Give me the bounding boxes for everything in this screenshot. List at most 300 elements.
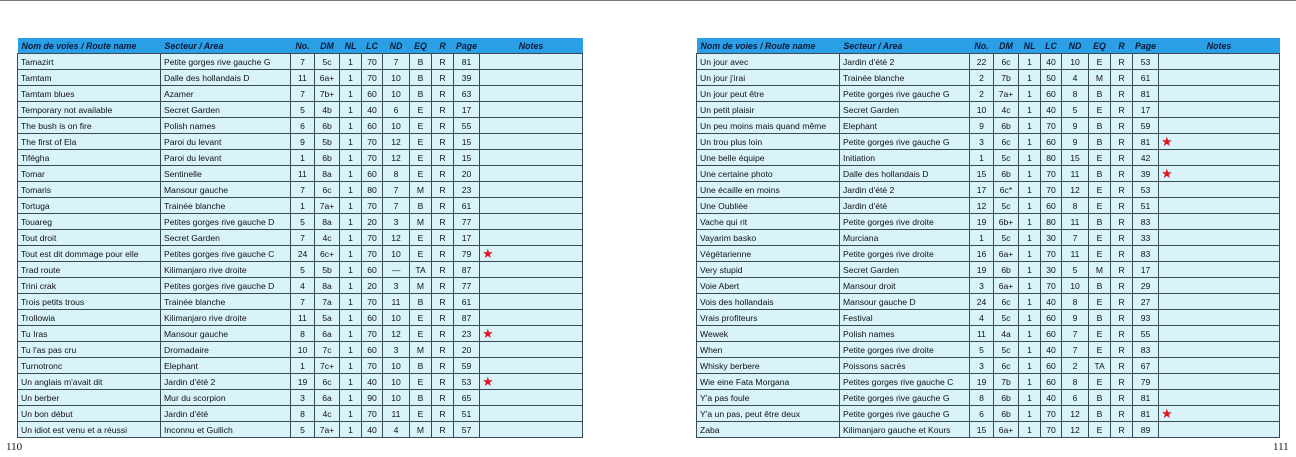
page-cell: 81 [1133,134,1159,150]
grade-cell: 5b [315,134,340,150]
table-row [18,134,583,150]
rock-cell: R [1111,230,1133,246]
notes-cell [1159,374,1280,390]
grade-cell: 5c [994,150,1019,166]
bolts-cell: 7 [383,54,410,70]
bolts-cell: 9 [1062,310,1089,326]
pitches-cell: 1 [340,214,362,230]
notes-cell [1159,390,1280,406]
equipment-cell: E [410,406,432,422]
bolts-cell: 3 [383,214,410,230]
number-cell: 7 [291,294,315,310]
sector-cell: Inconnu et Gullich [161,422,291,438]
table-row [697,342,1280,358]
page-cell: 61 [454,198,480,214]
equipment-cell: E [1089,150,1111,166]
table-row [18,358,583,374]
notes-cell [1159,70,1280,86]
table-row [697,262,1280,278]
grade-cell: 5c [315,54,340,70]
length-cell: 70 [362,134,383,150]
equipment-cell: E [410,102,432,118]
sector-cell: Dalle des hollandais D [161,70,291,86]
table-row [697,150,1280,166]
pitches-cell: 1 [1019,86,1041,102]
length-cell: 70 [362,406,383,422]
pitches-cell: 1 [340,406,362,422]
notes-cell [1159,342,1280,358]
grade-cell: 6a [315,326,340,342]
equipment-cell: TA [410,262,432,278]
page-cell: 53 [1133,182,1159,198]
table-row [697,246,1280,262]
sector-cell: Petite gorges rive gauche G [161,54,291,70]
rock-cell: R [1111,134,1133,150]
bolts-cell: 11 [1062,166,1089,182]
table-row [697,278,1280,294]
sector-cell: Polish names [840,326,970,342]
number-cell: 17 [970,182,994,198]
notes-cell [480,182,583,198]
header-page: Page [454,38,480,54]
sector-cell: Secret Garden [161,230,291,246]
grade-cell: 7c+ [315,358,340,374]
table-row [697,198,1280,214]
equipment-cell: M [410,182,432,198]
grade-cell: 6b [994,390,1019,406]
number-cell: 11 [291,70,315,86]
bolts-cell: 8 [1062,374,1089,390]
number-cell: 22 [970,54,994,70]
length-cell: 60 [1041,310,1062,326]
grade-cell: 7a [315,294,340,310]
notes-cell [480,214,583,230]
equipment-cell: E [410,374,432,390]
page-number-right: 111 [1273,441,1289,453]
number-cell: 8 [291,406,315,422]
grade-cell: 6c [315,182,340,198]
page-cell: 55 [1133,326,1159,342]
table-row [18,342,583,358]
number-cell: 9 [291,134,315,150]
notes-cell [1159,262,1280,278]
number-cell: 5 [970,342,994,358]
number-cell: 7 [291,54,315,70]
equipment-cell: B [410,294,432,310]
sector-cell: Azamer [161,86,291,102]
header-pitches: NL [340,38,362,54]
page-cell: 42 [1133,150,1159,166]
length-cell: 70 [1041,422,1062,438]
sector-cell: Initiation [840,150,970,166]
pitches-cell: 1 [340,198,362,214]
number-cell: 11 [970,326,994,342]
equipment-cell: B [1089,406,1111,422]
length-cell: 70 [1041,406,1062,422]
bolts-cell: 4 [1062,70,1089,86]
header-route-name: Nom de voies / Route name [18,38,161,54]
pitches-cell: 1 [340,246,362,262]
page-number-left: 110 [6,441,23,453]
sector-cell: Sentinelle [161,166,291,182]
header-notes: Notes [480,38,583,54]
bolts-cell: 11 [383,294,410,310]
bolts-cell: 7 [1062,326,1089,342]
notes-cell [480,230,583,246]
rock-cell: R [1111,118,1133,134]
bolts-cell: 10 [383,70,410,86]
rock-cell: R [432,422,454,438]
table-row [697,166,1280,182]
header-bolts: ND [1062,38,1089,54]
table-row [18,182,583,198]
route-name-cell: Very stupid [697,262,840,278]
number-cell: 11 [291,166,315,182]
route-name-cell: Un anglais m'avait dit [18,374,161,390]
length-cell: 40 [362,374,383,390]
page-cell: 57 [454,422,480,438]
equipment-cell: M [410,214,432,230]
pitches-cell: 1 [340,326,362,342]
rock-cell: R [1111,150,1133,166]
pitches-cell: 1 [1019,262,1041,278]
table-row [18,102,583,118]
page-cell: 23 [454,182,480,198]
header-equipment: EQ [410,38,432,54]
route-name-cell: Un jour j'irai [697,70,840,86]
bolts-cell: 2 [1062,358,1089,374]
pitches-cell: 1 [340,422,362,438]
bolts-cell: 12 [383,134,410,150]
rock-cell: R [1111,262,1133,278]
rock-cell: R [432,310,454,326]
bolts-cell: 8 [1062,294,1089,310]
bolts-cell: 9 [1062,134,1089,150]
page-cell: 17 [1133,262,1159,278]
notes-cell [1159,86,1280,102]
sector-cell: Petite gorges rive gauche G [840,390,970,406]
page-cell: 17 [454,102,480,118]
route-name-cell: Trini crak [18,278,161,294]
pitches-cell: 1 [1019,406,1041,422]
rock-cell: R [1111,358,1133,374]
route-name-cell: Vache qui rit [697,214,840,230]
table-row [697,326,1280,342]
sector-cell: Mansour droit [840,278,970,294]
page-cell: 59 [1133,118,1159,134]
notes-cell [1159,54,1280,70]
length-cell: 70 [362,294,383,310]
notes-cell [1159,246,1280,262]
route-name-cell: Voie Abert [697,278,840,294]
number-cell: 3 [970,358,994,374]
page-cell: 81 [454,54,480,70]
equipment-cell: B [410,198,432,214]
length-cell: 70 [362,246,383,262]
length-cell: 70 [362,54,383,70]
bolts-cell: 11 [383,406,410,422]
length-cell: 60 [362,310,383,326]
rock-cell: R [1111,54,1133,70]
number-cell: 5 [291,422,315,438]
number-cell: 10 [970,102,994,118]
notes-cell [480,294,583,310]
pitches-cell: 1 [1019,198,1041,214]
grade-cell: 7a+ [994,86,1019,102]
notes-cell [480,342,583,358]
table-row [697,310,1280,326]
pitches-cell: 1 [1019,390,1041,406]
route-name-cell: Tifégha [18,150,161,166]
page-cell: 23 [454,326,480,342]
page-cell: 33 [1133,230,1159,246]
grade-cell: 8a [315,214,340,230]
sector-cell: Paroi du levant [161,134,291,150]
bolts-cell: 12 [383,150,410,166]
pitches-cell: 1 [1019,326,1041,342]
length-cell: 30 [1041,230,1062,246]
sector-cell: Mansour gauche [161,182,291,198]
route-name-cell: Wie eine Fata Morgana [697,374,840,390]
page-cell: 39 [454,70,480,86]
route-name-cell: Un bon début [18,406,161,422]
route-name-cell: Trad route [18,262,161,278]
page-cell: 17 [454,230,480,246]
length-cell: 70 [362,326,383,342]
rock-cell: R [432,390,454,406]
notes-cell [480,166,583,182]
star-icon: ★ [1159,406,1280,422]
length-cell: 40 [362,102,383,118]
bolts-cell: 7 [1062,230,1089,246]
rock-cell: R [432,70,454,86]
table-row [18,422,583,438]
number-cell: 16 [970,246,994,262]
length-cell: 40 [362,422,383,438]
grade-cell: 6c [994,134,1019,150]
sector-cell: Petites gorges rive gauche C [161,246,291,262]
length-cell: 30 [1041,262,1062,278]
rock-cell: R [1111,182,1133,198]
grade-cell: 6c [994,54,1019,70]
bolts-cell: 12 [1062,422,1089,438]
table-row [697,214,1280,230]
header-number: No. [970,38,994,54]
length-cell: 80 [362,182,383,198]
page-cell: 20 [454,342,480,358]
number-cell: 4 [970,310,994,326]
route-name-cell: Végétarienne [697,246,840,262]
route-name-cell: Trois petits trous [18,294,161,310]
grade-cell: 6a+ [994,278,1019,294]
sector-cell: Elephant [161,358,291,374]
rock-cell: R [432,198,454,214]
grade-cell: 7a+ [315,422,340,438]
route-name-cell: Wewek [697,326,840,342]
bolts-cell: 7 [383,198,410,214]
sector-cell: Mansour gauche D [840,294,970,310]
pitches-cell: 1 [1019,230,1041,246]
sector-cell: Jardin d'été [161,406,291,422]
number-cell: 10 [291,342,315,358]
number-cell: 11 [291,310,315,326]
number-cell: 1 [291,150,315,166]
header-route-name: Nom de voies / Route name [697,38,840,54]
page-cell: 15 [454,134,480,150]
route-name-cell: Tortuga [18,198,161,214]
number-cell: 9 [970,118,994,134]
route-name-cell: Un petit plaisir [697,102,840,118]
route-name-cell: Un berber [18,390,161,406]
header-pitches: NL [1019,38,1041,54]
length-cell: 60 [362,262,383,278]
table-row [18,230,583,246]
sector-cell: Petite gorges rive gauche G [840,406,970,422]
header-grade: DM [994,38,1019,54]
rock-cell: R [1111,374,1133,390]
pitches-cell: 1 [1019,166,1041,182]
page-cell: 59 [454,358,480,374]
route-name-cell: Y'a un pas, peut être deux [697,406,840,422]
rock-cell: R [1111,86,1133,102]
rock-cell: R [1111,390,1133,406]
length-cell: 60 [1041,198,1062,214]
sector-cell: Jardin d'été 2 [161,374,291,390]
grade-cell: 6c+ [315,246,340,262]
rock-cell: R [432,358,454,374]
page-cell: 77 [454,214,480,230]
equipment-cell: E [1089,326,1111,342]
table-row [18,118,583,134]
grade-cell: 6a+ [994,246,1019,262]
grade-cell: 5b [315,262,340,278]
rock-cell: R [432,134,454,150]
grade-cell: 6a+ [315,70,340,86]
grade-cell: 4c [315,406,340,422]
equipment-cell: B [1089,166,1111,182]
bolts-cell: 10 [1062,278,1089,294]
number-cell: 5 [291,262,315,278]
pitches-cell: 1 [340,390,362,406]
notes-cell [480,118,583,134]
number-cell: 19 [970,262,994,278]
equipment-cell: E [410,118,432,134]
table-row [697,374,1280,390]
notes-cell [480,310,583,326]
sector-cell: Jardin d'été [840,198,970,214]
pitches-cell: 1 [340,70,362,86]
pitches-cell: 1 [1019,246,1041,262]
number-cell: 15 [970,166,994,182]
sector-cell: Dromadaire [161,342,291,358]
page-cell: 17 [1133,102,1159,118]
length-cell: 60 [1041,358,1062,374]
bolts-cell: 7 [1062,342,1089,358]
length-cell: 70 [362,358,383,374]
rock-cell: R [1111,294,1133,310]
grade-cell: 6c [994,358,1019,374]
page-cell: 29 [1133,278,1159,294]
equipment-cell: E [1089,54,1111,70]
number-cell: 7 [291,86,315,102]
rock-cell: R [432,342,454,358]
equipment-cell: M [1089,262,1111,278]
notes-cell [480,86,583,102]
route-name-cell: Un trou plus loin [697,134,840,150]
number-cell: 1 [291,198,315,214]
notes-cell [480,102,583,118]
length-cell: 60 [362,166,383,182]
number-cell: 24 [970,294,994,310]
route-name-cell: Trollowia [18,310,161,326]
header-bolts: ND [383,38,410,54]
rock-cell: R [1111,102,1133,118]
notes-cell [480,262,583,278]
page-cell: 39 [1133,166,1159,182]
pitches-cell: 1 [340,118,362,134]
rock-cell: R [1111,422,1133,438]
bolts-cell: 12 [383,326,410,342]
route-name-cell: Tamtam blues [18,86,161,102]
grade-cell: 7b [994,374,1019,390]
sector-cell: Kilimanjaro rive droite [161,310,291,326]
sector-cell: Poissons sacrés [840,358,970,374]
sector-cell: Kilimanjaro gauche et Kours [840,422,970,438]
notes-cell [1159,230,1280,246]
rock-cell: R [432,262,454,278]
bolts-cell: 12 [1062,182,1089,198]
route-name-cell: Vayarim basko [697,230,840,246]
length-cell: 70 [1041,166,1062,182]
grade-cell: 5c [994,342,1019,358]
pitches-cell: 1 [340,358,362,374]
route-name-cell: Tamazirt [18,54,161,70]
rock-cell: R [1111,326,1133,342]
table-row [697,390,1280,406]
pitches-cell: 1 [340,54,362,70]
table-row [697,422,1280,438]
pitches-cell: 1 [340,166,362,182]
route-name-cell: Y'a pas foule [697,390,840,406]
page-cell: 53 [1133,54,1159,70]
number-cell: 7 [291,230,315,246]
grade-cell: 8a [315,166,340,182]
grade-cell: 5a [315,310,340,326]
header-rock: R [432,38,454,54]
sector-cell: Elephant [840,118,970,134]
number-cell: 3 [291,390,315,406]
equipment-cell: M [1089,70,1111,86]
rock-cell: R [1111,70,1133,86]
pitches-cell: 1 [340,86,362,102]
equipment-cell: M [410,278,432,294]
equipment-cell: E [1089,182,1111,198]
sector-cell: Mur du scorpion [161,390,291,406]
table-row [18,390,583,406]
equipment-cell: E [1089,102,1111,118]
table-row [18,70,583,86]
notes-cell [480,134,583,150]
number-cell: 12 [970,198,994,214]
equipment-cell: B [410,86,432,102]
route-name-cell: Une écaille en moins [697,182,840,198]
grade-cell: 6b [994,406,1019,422]
length-cell: 40 [1041,54,1062,70]
pitches-cell: 1 [1019,134,1041,150]
pitches-cell: 1 [340,310,362,326]
rock-cell: R [1111,342,1133,358]
grade-cell: 4b [315,102,340,118]
